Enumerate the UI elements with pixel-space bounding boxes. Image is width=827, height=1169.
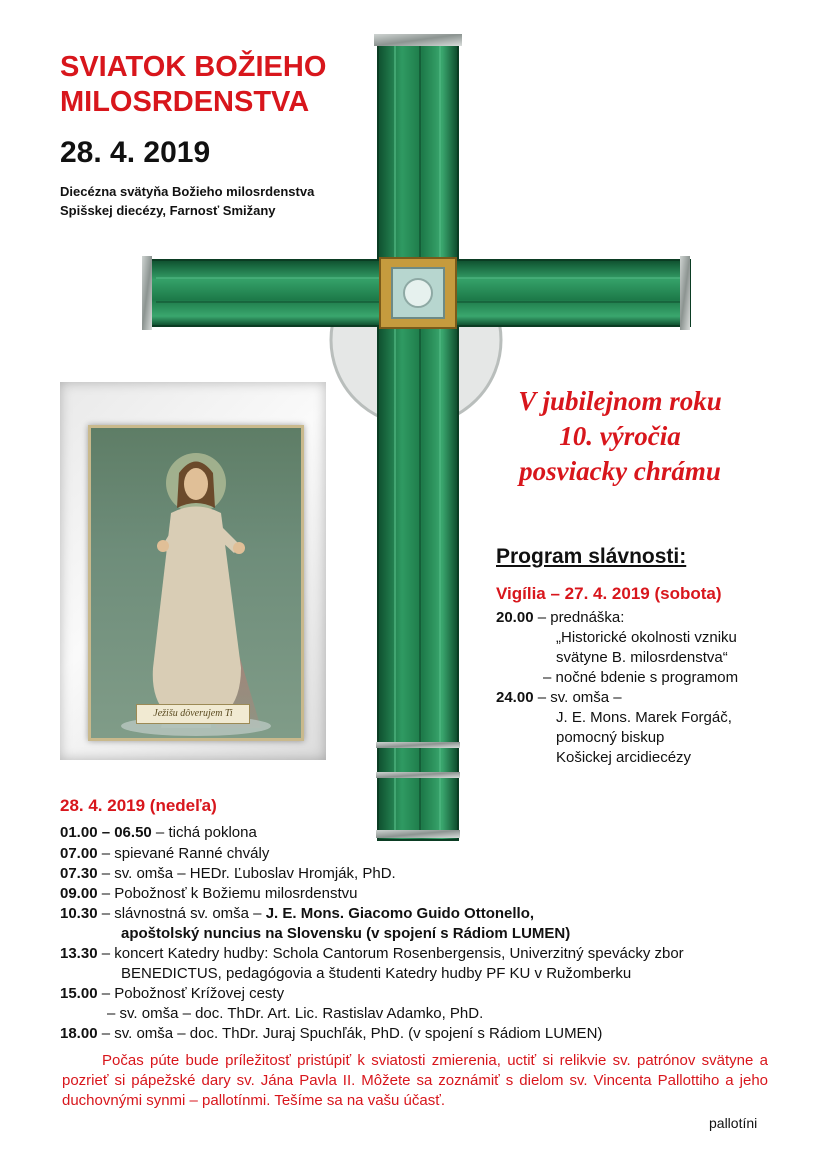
painting-caption: Ježišu dôverujem Ti bbox=[136, 704, 250, 724]
sunday-item: – sv. omša – doc. ThDr. Art. Lic. Rastislav Adamko, PhD. bbox=[107, 1005, 484, 1022]
vigil-item: „Historické okolnosti vzniku bbox=[556, 629, 737, 646]
sunday-item: apoštolský nuncius na Slovensku (v spojení s Rádiom LUMEN) bbox=[121, 925, 571, 942]
sunday-item: 15.00 – Pobožnosť Krížovej cesty bbox=[60, 985, 285, 1002]
page-title bbox=[60, 50, 390, 120]
jesus-figure-icon bbox=[91, 428, 301, 738]
shrine-line-1: Diecézna svätyňa Božieho milosrdenstva bbox=[60, 184, 315, 199]
sunday-item: 18.00 – sv. omša – doc. ThDr. Juraj Spuchľák, PhD. (v spojení s Rádiom LUMEN) bbox=[60, 1025, 603, 1042]
vigil-item: pomocný biskup bbox=[556, 729, 665, 746]
vigil-item: Košickej arcidiecézy bbox=[556, 749, 692, 766]
sunday-heading: 28. 4. 2019 (nedeľa) bbox=[60, 796, 217, 815]
sunday-item: 13.30 – koncert Katedry hudby: Schola Cantorum Rosenbergensis, Univerzitný spevácky zbor bbox=[60, 945, 684, 962]
title-line-1: SVIATOK BOŽIEHO bbox=[60, 51, 327, 83]
sunday-item: 01.00 – 06.50 – tichá poklona bbox=[60, 824, 257, 841]
event-date: 28. 4. 2019 bbox=[60, 136, 211, 169]
sunday-item: 09.00 – Pobožnosť k Božiemu milosrdenstvu bbox=[60, 885, 358, 902]
sunday-item: 10.30 – slávnostná sv. omša – J. E. Mons. Giacomo Guido Ottonello, bbox=[60, 905, 535, 922]
vigil-item: – nočné bdenie s programom bbox=[543, 669, 739, 686]
vigil-item: svätyne B. milosrdenstva“ bbox=[556, 649, 728, 666]
sunday-item: 07.00 – spievané Ranné chvály bbox=[60, 845, 270, 862]
title-line-2: MILOSRDENSTVA bbox=[60, 86, 310, 118]
signature: pallotíni bbox=[709, 1115, 758, 1131]
jubilee-line-3: posviacky chrámu bbox=[519, 456, 721, 486]
sunday-item: BENEDICTUS, pedagógovia a študenti Katedry hudby PF KU v Ružomberku bbox=[121, 965, 632, 982]
vigil-item: 20.00 – prednáška: bbox=[496, 609, 625, 626]
shrine-line-2: Spišskej diecézy, Farnosť Smižany bbox=[60, 203, 276, 218]
jubilee-text bbox=[480, 384, 760, 489]
shrine-info bbox=[60, 182, 314, 220]
pilgrimage-note: Počas púte bude príležitosť pristúpiť k sviatosti zmierenia, uctiť si relikvie sv. patrónov svätyne a pozrieť si pápežské dary sv. Jána Pavla II. Môžete sa zoznámiť s dielom sv. Vincenta Pallottiho a jeho duchovnými synmi – pallotínmi. Tešíme sa na vašu účasť. bbox=[62, 1052, 768, 1109]
jubilee-line-2: 10. výročia bbox=[559, 421, 681, 451]
vigil-heading: Vigília – 27. 4. 2019 (sobota) bbox=[496, 584, 722, 603]
program-heading: Program slávnosti: bbox=[496, 545, 687, 568]
sunday-item: 07.30 – sv. omša – HEDr. Ľuboslav Hromják, PhD. bbox=[60, 865, 396, 882]
jubilee-line-1: V jubilejnom roku bbox=[518, 386, 722, 416]
vigil-item: 24.00 – sv. omša – bbox=[496, 689, 622, 706]
divine-mercy-painting bbox=[88, 425, 304, 741]
vigil-item: J. E. Mons. Marek Forgáč, bbox=[556, 709, 732, 726]
